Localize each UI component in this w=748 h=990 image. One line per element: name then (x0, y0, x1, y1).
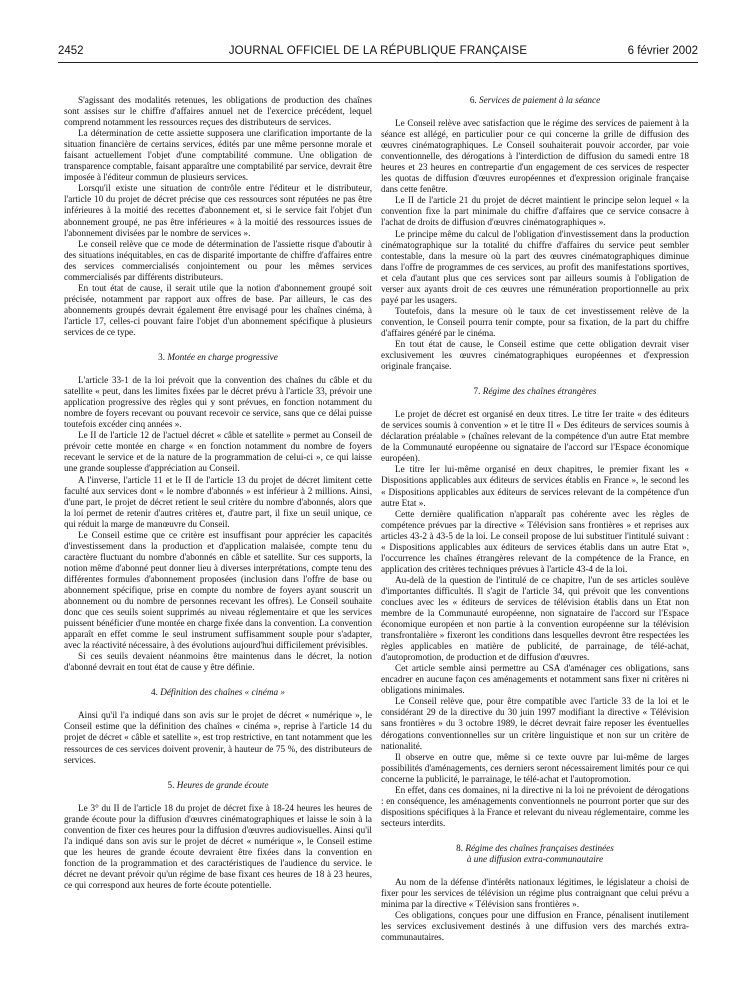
section-heading-6: 6. Services de paiement à la séance (469, 95, 601, 105)
page-header (58, 41, 698, 63)
paragraph: Il observe en outre que, même si ce texte ouvre par lui-même de larges possibilités d'aménagements, ces derniers seront nécessairement limités pour ce qui concerne la publicité, le parrainage, le télé-achat et l'autopromotion. (381, 751, 689, 784)
page-number: 2452 (58, 45, 84, 57)
paragraph: S'agissant des modalités retenues, les obligations de production des chaînes sont assises sur le chiffre d'affaires annuel net de l'exercice précédent, lequel comprend notamment les ressources reçues des distributeurs de services. (64, 95, 372, 128)
paragraph: Le Conseil relève que, pour être compatible avec l'article 33 de la loi et le considérant 29 de la directive du 30 juin 1997 modifiant la directive « Télévision sans frontières » du 3 octobre 1989, le décret devrait faire reposer les éventuelles dérogations conventionnelles sur un critère linguistique et non sur un critère de nationalité. (381, 696, 689, 751)
section-heading-5: 5. Heures de grande écoute (167, 779, 269, 790)
paragraph: Ainsi qu'il l'a indiqué dans son avis sur le projet de décret « numérique », le Conseil estime que la définition des chaînes « cinéma », reprise à l'article 14 du projet de décret « câble et satellite », est trop restrictive, en tant notamment que les ressources de ces services doivent provenir, à hauteur de 75 %, des distributeurs de services. (64, 710, 372, 765)
paragraph: En effet, dans ces domaines, ni la directive ni la loi ne prévoient de dérogations : en conséquence, les aménagements conventionnels ne pourront porter que sur des dispositions spécifiques à la France et relevant du niveau réglementaire, comme les secteurs interdits. (381, 784, 689, 828)
left-column (64, 95, 372, 891)
journal-title: JOURNAL OFFICIEL DE LA RÉPUBLIQUE FRANÇAISE (228, 45, 528, 57)
paragraph: Le II de l'article 21 du projet de décret maintient le principe selon lequel « la convention fixe la part minimale du chiffre d'affaires que ce service consacre à l'achat de droits de diffusion d'œuvres cinématographiques ». (381, 195, 689, 228)
paragraph: Le conseil relève que ce mode de détermination de l'assiette risque d'aboutir à des situations inéquitables, en cas de disparité importante de chiffre d'affaires entre des services commercialisés conjointement ou pour les mêmes services commercialisés par différents distributeurs. (64, 238, 372, 282)
paragraph: Ces obligations, conçues pour une diffusion en France, pénalisent inutilement les services exclusivement destinés à une diffusion vers des marchés extra-communautaires. (381, 910, 689, 943)
paragraph: Le 3° du II de l'article 18 du projet de décret fixe à 18-24 heures les heures de grande écoute pour la diffusion d'œuvres cinématographiques et laisse le soin à la convention de fixer ces heures pour la diffusion d'œuvres audiovisuelles. Ainsi qu'il l'a indiqué dans son avis sur le projet de décret « numérique », le Conseil estime que les heures de grande écoute devraient être fixées dans la convention en fonction de la programmation et des caractéristiques de l'audience du service. le décret ne devant prévoir qu'un régime de base fixant ces heures de 18 à 23 heures, ce qui correspond aux heures de forte écoute potentielle. (64, 802, 372, 890)
paragraph: Lorsqu'il existe une situation de contrôle entre l'éditeur et le distributeur, l'article 10 du projet de décret précise que ces ressources sont réputées ne pas être inférieures à la moitié des recettes d'abonnement et, si le service fait l'objet d'un abonnement groupé, ne pas être inférieures « à la moitié des ressources issues de l'abonnement divisées par le nombre de services ». (64, 183, 372, 238)
paragraph: Le titre Ier lui-même organisé en deux chapitres, le premier fixant les « Dispositions applicables aux éditeurs de services établis en France », le second les « Dispositions applicables aux éditeurs de services relevant de la compétence d'un autre Etat ». (381, 464, 689, 508)
section-heading-4: 4. Définition des chaînes « cinéma » (151, 687, 285, 698)
paragraph: Le II de l'article 12 de l'actuel décret « câble et satellite » permet au Conseil de prévoir cette montée en charge « en fonction notamment du nombre de foyers recevant le service et de la nature de la programmation de celui-ci », ce qui laisse une grande souplesse d'appréciation au Conseil. (64, 430, 372, 474)
paragraph: Au-delà de la question de l'intitulé de ce chapitre, l'un de ses articles soulève d'importantes difficultés. Il s'agit de l'article 34, qui prévoit que les conventions conclues avec les « éditeurs de services de télévision établis dans un Etat non membre de la Communauté européenne, non signataire de l'accord sur l'Espace économique européen et non partie à la convention européenne sur la télévision transfrontalière » fixeront les conditions dans lesquelles devront être respectées les règles applicables en matière de publicité, de parrainage, de télé-achat, d'autopromotion, de production et de diffusion d'œuvres. (381, 574, 689, 663)
paragraph: Cette dernière qualification n'apparaît pas cohérente avec les règles de compétence prévues par la directive « Télévision sans frontières » et reprises aux articles 43-2 à 43-5 de la loi. Le conseil propose de lui substituer l'intitulé suivant : « Dispositions applicables aux éditeurs de services établis dans un autre Etat », l'occurrence les chaînes étrangères relevant de la compétence de la France, en application des critères techniques prévues à l'article 43-4 de la loi. (381, 508, 689, 574)
paragraph: Toutefois, dans la mesure où le taux de cet investissement relève de la convention, le Conseil pourra tenir compte, pour sa fixation, de la part du chiffre d'affaires généré par le cinéma. (381, 305, 689, 338)
section-heading-3: 3. Montée en charge progressive (158, 352, 278, 363)
paragraph: En tout état de cause, il serait utile que la notion d'abonnement groupé soit précisée, notamment par rapport aux offres de base. Par ailleurs, le cas des abonnements groupés devrait également être envisagé pour les chaînes cinéma, à l'article 17, celles-ci pouvant faire l'objet d'un abonnement spécifique à plusieurs services de ce type. (64, 282, 372, 337)
paragraph: Au nom de la défense d'intérêts nationaux légitimes, le législateur a choisi de fixer pour les services de télévision un régime plus contraignant que celui prévu a minima par la directive « Télévision sans frontières ». (381, 877, 689, 910)
right-column (381, 95, 689, 943)
section-heading-8: 8. Régime des chaînes françaises destinées à une diffusion extra-communautaire (456, 842, 614, 864)
section-heading-7: 7. Régime des chaînes étrangères (473, 386, 597, 397)
paragraph: La détermination de cette assiette supposera une clarification importante de la situation financière de certains services, édités par une même personne morale et faisant actuellement l'objet d'une comptabilité commune. Une obligation de transparence comptable, faisant apparaître une comptabilité par service, devrait être imposée à l'éditeur commun de plusieurs services. (64, 128, 372, 183)
issue-date: 6 février 2002 (627, 45, 698, 57)
header-rule (58, 62, 698, 63)
paragraph: Cet article semble ainsi permettre au CSA d'aménager ces obligations, sans encadrer en aucune façon ces aménagements et notamment sans fixer ni critères ni obligations minimales. (381, 663, 689, 696)
paragraph: En tout état de cause, le Conseil estime que cette obligation devrait viser exclusivement les œuvres cinématographiques européennes et d'expression originale française. (381, 338, 689, 372)
paragraph: Le principe même du calcul de l'obligation d'investissement dans la production cinématographique sur la totalité du chiffre d'affaires du service peut sembler contestable, dans la mesure où la part des œuvres cinématographiques diminue dans l'offre de programmes de ces services, au profit des manifestations sportives, et cela d'autant plus que ces services sont par ailleurs soumis à l'obligation de verser aux ayants droit de ces œuvres une rémunération proportionnelle au prix payé par les usagers. (381, 228, 689, 305)
paragraph: Le Conseil estime que ce critère est insuffisant pour apprécier les capacités d'investissement dans la production et d'application malaisée, compte tenu du caractère fluctuant du nombre d'abonnés en câble et satellite. Sur ces supports, la notion même d'abonné peut donner lieu à diverses interprétations, compte tenu des différentes formules d'abonnement proposées (inclusion dans l'offre de base ou abonnement spécifique, prise en compte du nombre de foyers ayant souscrit un abonnement ou du nombre de personnes recevant les offres). Le Conseil souhaite donc que ces seuils soient supprimés au niveau réglementaire et que les services puissent bénéficier d'une montée en charge fixée dans la convention. La convention apparaît en effet comme le seul instrument suffisamment souple pour s'adapter, avec la réactivité nécessaire, à des évolutions aujourd'hui difficilement prévisibles. (64, 529, 372, 651)
paragraph: Le Conseil relève avec satisfaction que le régime des services de paiement à la séance est allégé, en particulier pour ce qui concerne la grille de diffusion des œuvres cinématographiques. Le Conseil souhaiterait pouvoir accorder, par voie conventionnelle, des dérogations à l'interdiction de diffusion du samedi entre 18 heures et 23 heures en contrepartie d'un engagement de ces services de respecter les quotas de diffusion d'œuvres européennes et d'expression originale française dans cette fenêtre. (381, 118, 689, 195)
paragraph: A l'inverse, l'article 11 et le II de l'article 13 du projet de décret limitent cette faculté aux services dont « le nombre d'abonnés » est inférieur à 2 millions. Ainsi, d'une part, le projet de décret retient le seul critère du nombre d'abonnés, alors que la loi permet de retenir d'autres critères et, d'autre part, il fixe un seuil unique, ce qui réduit la marge de manœuvre du Conseil. (64, 474, 372, 529)
paragraph: Le projet de décret est organisé en deux titres. Le titre Ier traite « des éditeurs de services soumis à convention » et le titre II « Des éditeurs de services soumis à déclaration préalable » (chaînes relevant de la compétence d'un autre Etat membre de la Communauté européenne ou signataire de l'accord sur l'Espace économique européen). (381, 409, 689, 464)
paragraph: L'article 33-1 de la loi prévoit que la convention des chaînes du câble et du satellite « peut, dans les limites fixées par le décret prévu à l'article 33, prévoir une application progressive des règles qui y sont prévues, en fonction notamment du nombre de foyers recevant ou pouvant recevoir ce service, sans que ce délai puisse toutefois excéder cinq années ». (64, 375, 372, 430)
paragraph: Si ces seuils devaient néanmoins être maintenus dans le décret, la notion d'abonné devrait en tout état de cause y être définie. (64, 651, 372, 673)
